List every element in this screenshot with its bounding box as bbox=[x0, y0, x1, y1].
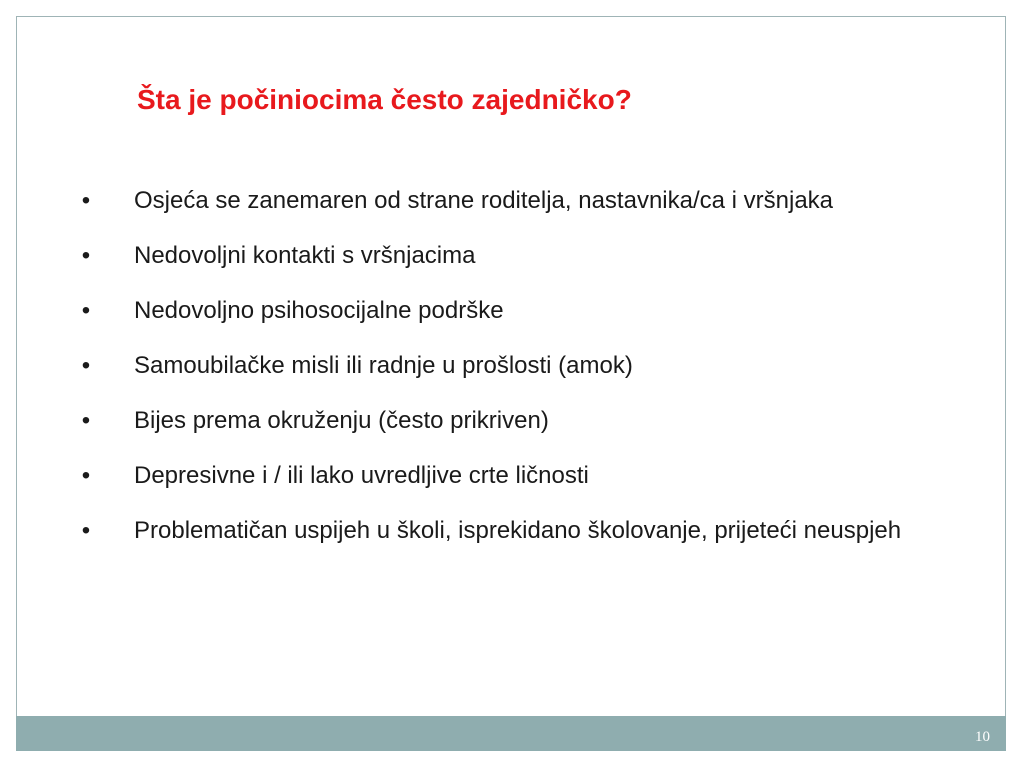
bullet-text: Nedovoljno psihosocijalne podrške bbox=[134, 297, 504, 324]
bullet-item bbox=[0, 292, 1000, 329]
slide-number: 10 bbox=[975, 729, 990, 745]
bullet-marker: • bbox=[81, 297, 91, 324]
bullet-marker: • bbox=[81, 517, 91, 544]
bullet-list bbox=[0, 182, 1000, 567]
bullet-marker: • bbox=[81, 187, 91, 214]
bullet-item bbox=[0, 182, 1000, 219]
bullet-marker: • bbox=[81, 462, 91, 489]
bullet-marker: • bbox=[81, 352, 91, 379]
bullet-text: Osjeća se zanemaren od strane roditelja, nastavnika/ca i vršnjaka bbox=[134, 187, 834, 214]
bullet-text: Problematičan uspijeh u školi, isprekidano školovanje, prijeteći neuspjeh bbox=[134, 517, 902, 544]
bullet-item bbox=[0, 347, 1000, 384]
bullet-text: Nedovoljni kontakti s vršnjacima bbox=[134, 242, 476, 269]
bullet-text: Depresivne i / ili lako uvredljive crte ličnosti bbox=[134, 462, 589, 489]
slide-title: Šta je počiniocima često zajedničko? bbox=[137, 84, 632, 115]
bullet-text: Samoubilačke misli ili radnje u prošlosti (amok) bbox=[134, 352, 633, 379]
bullet-item bbox=[0, 457, 1000, 494]
bullet-item bbox=[0, 402, 1000, 439]
bullet-item bbox=[0, 512, 1000, 549]
footer-bar bbox=[16, 716, 1006, 751]
bullet-text: Bijes prema okruženju (često prikriven) bbox=[134, 407, 549, 434]
bullet-marker: • bbox=[81, 242, 91, 269]
bullet-marker: • bbox=[81, 407, 91, 434]
bullet-item bbox=[0, 237, 1000, 274]
